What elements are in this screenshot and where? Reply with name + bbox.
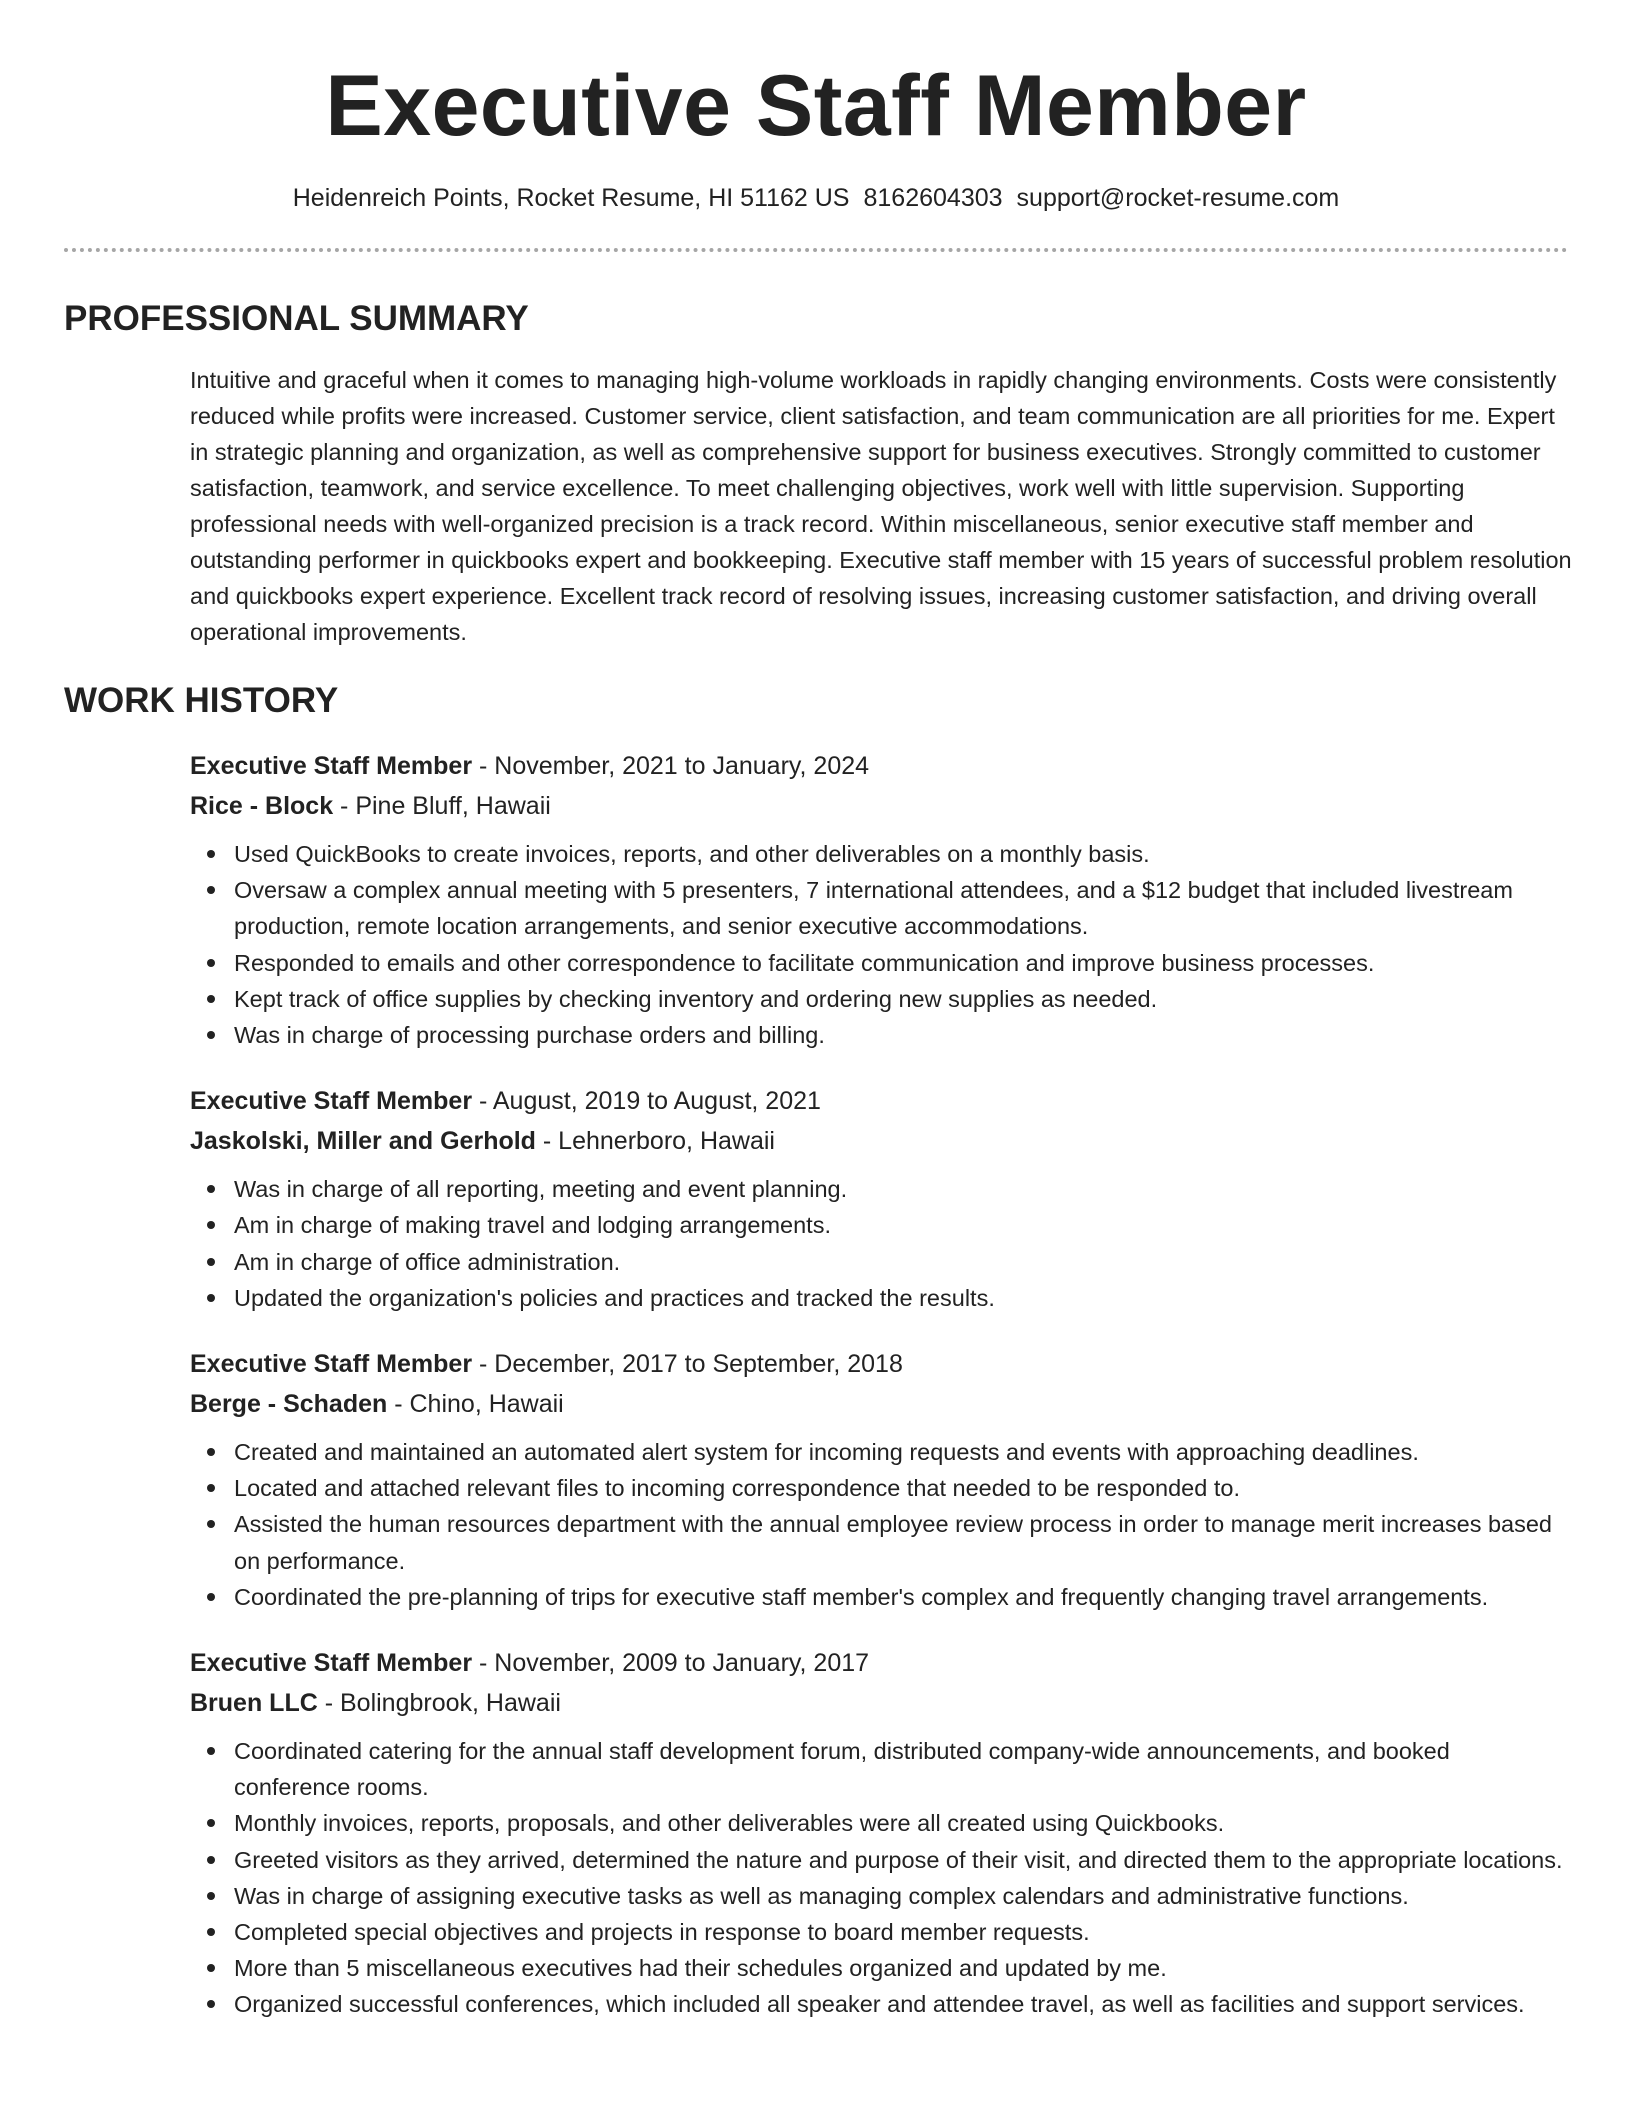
job-entry <box>190 1081 1572 1316</box>
job-bullets <box>190 1733 1572 2023</box>
resume-name: Executive Staff Member <box>325 58 1307 154</box>
job-bullet: Oversaw a complex annual meeting with 5 presenters, 7 international attendees, and a $12 budget that included livestream production, remote location arrangements, and senior executive accommodations. <box>234 872 1572 944</box>
job-entry <box>190 746 1572 1053</box>
job-bullet: Assisted the human resources department with the annual employee review process in order to manage merit increases based on performance. <box>234 1506 1572 1578</box>
job-title-line <box>190 1081 1572 1121</box>
job-bullet: Was in charge of assigning executive tasks as well as managing complex calendars and administrative functions. <box>234 1878 1572 1914</box>
job-bullets <box>190 1434 1572 1615</box>
job-role: Executive Staff Member <box>190 1649 473 1678</box>
job-bullet: Located and attached relevant files to incoming correspondence that needed to be responded to. <box>234 1470 1572 1506</box>
job-bullet: Organized successful conferences, which included all speaker and attendee travel, as well as facilities and support services. <box>234 1986 1572 2022</box>
job-bullet: Updated the organization's policies and practices and tracked the results. <box>234 1280 1572 1316</box>
summary-text: Intuitive and graceful when it comes to managing high-volume workloads in rapidly changing environments. Costs were consistently reduced while profits were increased. Customer service, client satisfaction, and team communication are all priorities for me. Expert in strategic planning and organization, as well as comprehensive support for business executives. Strongly committed to customer satisfaction, teamwork, and service excellence. To meet challenging objectives, work well with little supervision. Supporting professional needs with well-organized precision is a track record. Within miscellaneous, senior executive staff member and outstanding performer in quickbooks expert and bookkeeping. Executive staff member with 15 years of successful problem resolution and quickbooks expert experience. Excellent track record of resolving issues, increasing customer satisfaction, and driving overall operational improvements. <box>190 367 1572 645</box>
job-location: - Chino, Hawaii <box>387 1390 564 1419</box>
job-dates: - August, 2019 to August, 2021 <box>472 1087 821 1116</box>
job-bullet: Greeted visitors as they arrived, determined the nature and purpose of their visit, and directed them to the appropriate locations. <box>234 1842 1572 1878</box>
job-dates: - November, 2021 to January, 2024 <box>472 752 870 780</box>
job-bullet: Kept track of office supplies by checking inventory and ordering new supplies as needed. <box>234 981 1572 1017</box>
job-company-line <box>190 1683 1572 1723</box>
header-divider <box>64 248 1568 252</box>
job-bullet: Responded to emails and other correspondence to facilitate communication and improve business processes. <box>234 945 1572 981</box>
job-bullet: Am in charge of office administration. <box>234 1244 1572 1280</box>
job-bullet: Am in charge of making travel and lodging arrangements. <box>234 1207 1572 1243</box>
job-bullet: Used QuickBooks to create invoices, reports, and other deliverables on a monthly basis. <box>234 836 1572 872</box>
job-role: Executive Staff Member <box>190 1087 473 1116</box>
job-title-line <box>190 1643 1572 1683</box>
job-company-line <box>190 1384 1572 1424</box>
job-role: Executive Staff Member <box>190 1350 473 1379</box>
contact-phone: 8162604303 <box>863 184 1003 212</box>
job-company: Jaskolski, Miller and Gerhold <box>190 1127 536 1156</box>
job-bullets <box>190 1171 1572 1316</box>
job-company: Bruen LLC <box>190 1689 318 1718</box>
job-location: - Bolingbrook, Hawaii <box>317 1689 561 1718</box>
job-location: - Lehnerboro, Hawaii <box>535 1127 775 1156</box>
job-title-line <box>190 1344 1572 1384</box>
job-company-line <box>190 1121 1572 1161</box>
job-dates: - December, 2017 to September, 2018 <box>472 1350 903 1379</box>
job-company: Rice - Block <box>190 792 334 820</box>
job-title-line <box>190 746 1572 786</box>
job-entry <box>190 1643 1572 2023</box>
job-bullet: Coordinated the pre-planning of trips for executive staff member's complex and frequently changing travel arrangements. <box>234 1579 1572 1615</box>
job-bullet: More than 5 miscellaneous executives had their schedules organized and updated by me. <box>234 1950 1572 1986</box>
work-history-heading: WORK HISTORY <box>64 681 339 720</box>
job-role: Executive Staff Member <box>190 752 473 780</box>
job-dates: - November, 2009 to January, 2017 <box>472 1649 870 1678</box>
job-entry <box>190 1344 1572 1615</box>
contact-email: support@rocket-resume.com <box>1016 184 1340 212</box>
contact-address: Heidenreich Points, Rocket Resume, HI 51162 US <box>292 184 850 212</box>
job-bullet: Created and maintained an automated alert system for incoming requests and events with approaching deadlines. <box>234 1434 1572 1470</box>
job-bullet: Completed special objectives and projects in response to board member requests. <box>234 1914 1572 1950</box>
contact-line <box>64 182 1568 214</box>
job-location: - Pine Bluff, Hawaii <box>333 792 551 820</box>
summary-heading: PROFESSIONAL SUMMARY <box>64 299 529 338</box>
job-bullet: Was in charge of processing purchase orders and billing. <box>234 1017 1572 1053</box>
work-history-list <box>190 746 1572 2023</box>
job-bullet: Coordinated catering for the annual staff development forum, distributed company-wide announcements, and booked conference rooms. <box>234 1733 1572 1805</box>
job-bullet: Monthly invoices, reports, proposals, and other deliverables were all created using Quickbooks. <box>234 1805 1572 1841</box>
resume-page <box>64 0 1572 2023</box>
job-bullet: Was in charge of all reporting, meeting and event planning. <box>234 1171 1572 1207</box>
job-company-line <box>190 786 1572 826</box>
job-company: Berge - Schaden <box>190 1390 388 1419</box>
job-bullets <box>190 836 1572 1053</box>
